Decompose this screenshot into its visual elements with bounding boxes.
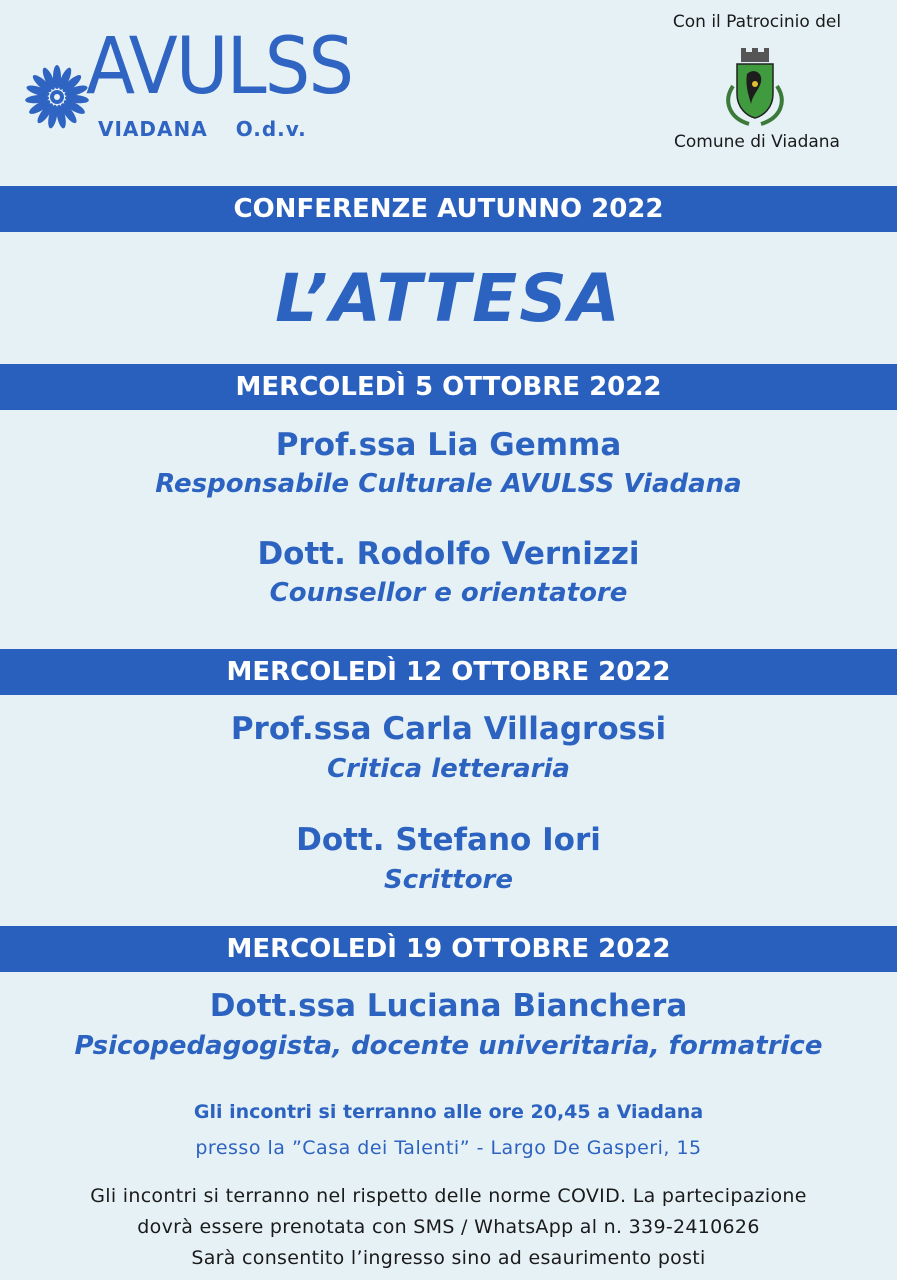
flower-logo-icon xyxy=(22,62,92,132)
coat-of-arms-icon xyxy=(723,46,787,128)
page-title: L’ATTESA xyxy=(275,260,622,337)
date-band-2: MERCOLEDÌ 12 OTTOBRE 2022 xyxy=(0,649,897,695)
covid-note-line2: dovrà essere prenotata con SMS / WhatsApp al n. 339-2410626 xyxy=(137,1216,760,1238)
speaker-name-3: Prof.ssa Carla Villagrossi xyxy=(230,711,667,747)
speaker-name-1: Prof.ssa Lia Gemma xyxy=(275,427,622,463)
series-band: CONFERENZE AUTUNNO 2022 xyxy=(0,186,897,232)
date-band-1: MERCOLEDÌ 5 OTTOBRE 2022 xyxy=(0,364,897,410)
speaker-name-5: Dott.ssa Luciana Bianchera xyxy=(209,988,688,1024)
speaker-role-3: Critica letteraria xyxy=(327,754,570,784)
covid-note-line3: Sarà consentito l’ingresso sino ad esaurimento posti xyxy=(191,1247,706,1269)
speaker-name-4: Dott. Stefano Iori xyxy=(296,822,601,858)
covid-note-line1: Gli incontri si terranno nel rispetto delle norme COVID. La partecipazione xyxy=(90,1185,807,1207)
speaker-role-4: Scrittore xyxy=(383,865,514,895)
logo-subtitle xyxy=(98,117,307,141)
date-band-3: MERCOLEDÌ 19 OTTOBRE 2022 xyxy=(0,926,897,972)
speaker-name-2: Dott. Rodolfo Vernizzi xyxy=(257,536,640,572)
logo-sub-city: VIADANA xyxy=(98,117,208,141)
speaker-role-5: Psicopedagogista, docente univeritaria, formatrice xyxy=(74,1031,823,1061)
logo-wordmark: AVULSS xyxy=(86,22,353,112)
patronage-line1: Con il Patrocinio del xyxy=(672,12,842,32)
speaker-role-2: Counsellor e orientatore xyxy=(269,578,628,608)
venue-address: presso la ”Casa dei Talenti” - Largo De Gasperi, 15 xyxy=(195,1137,702,1159)
logo-sub-odv: O.d.v. xyxy=(235,117,307,141)
avulss-logo xyxy=(22,22,353,147)
speaker-role-1: Responsabile Culturale AVULSS Viadana xyxy=(155,469,742,499)
patronage-line2: Comune di Viadana xyxy=(674,132,840,152)
venue-time: Gli incontri si terranno alle ore 20,45 a Viadana xyxy=(193,1101,704,1123)
